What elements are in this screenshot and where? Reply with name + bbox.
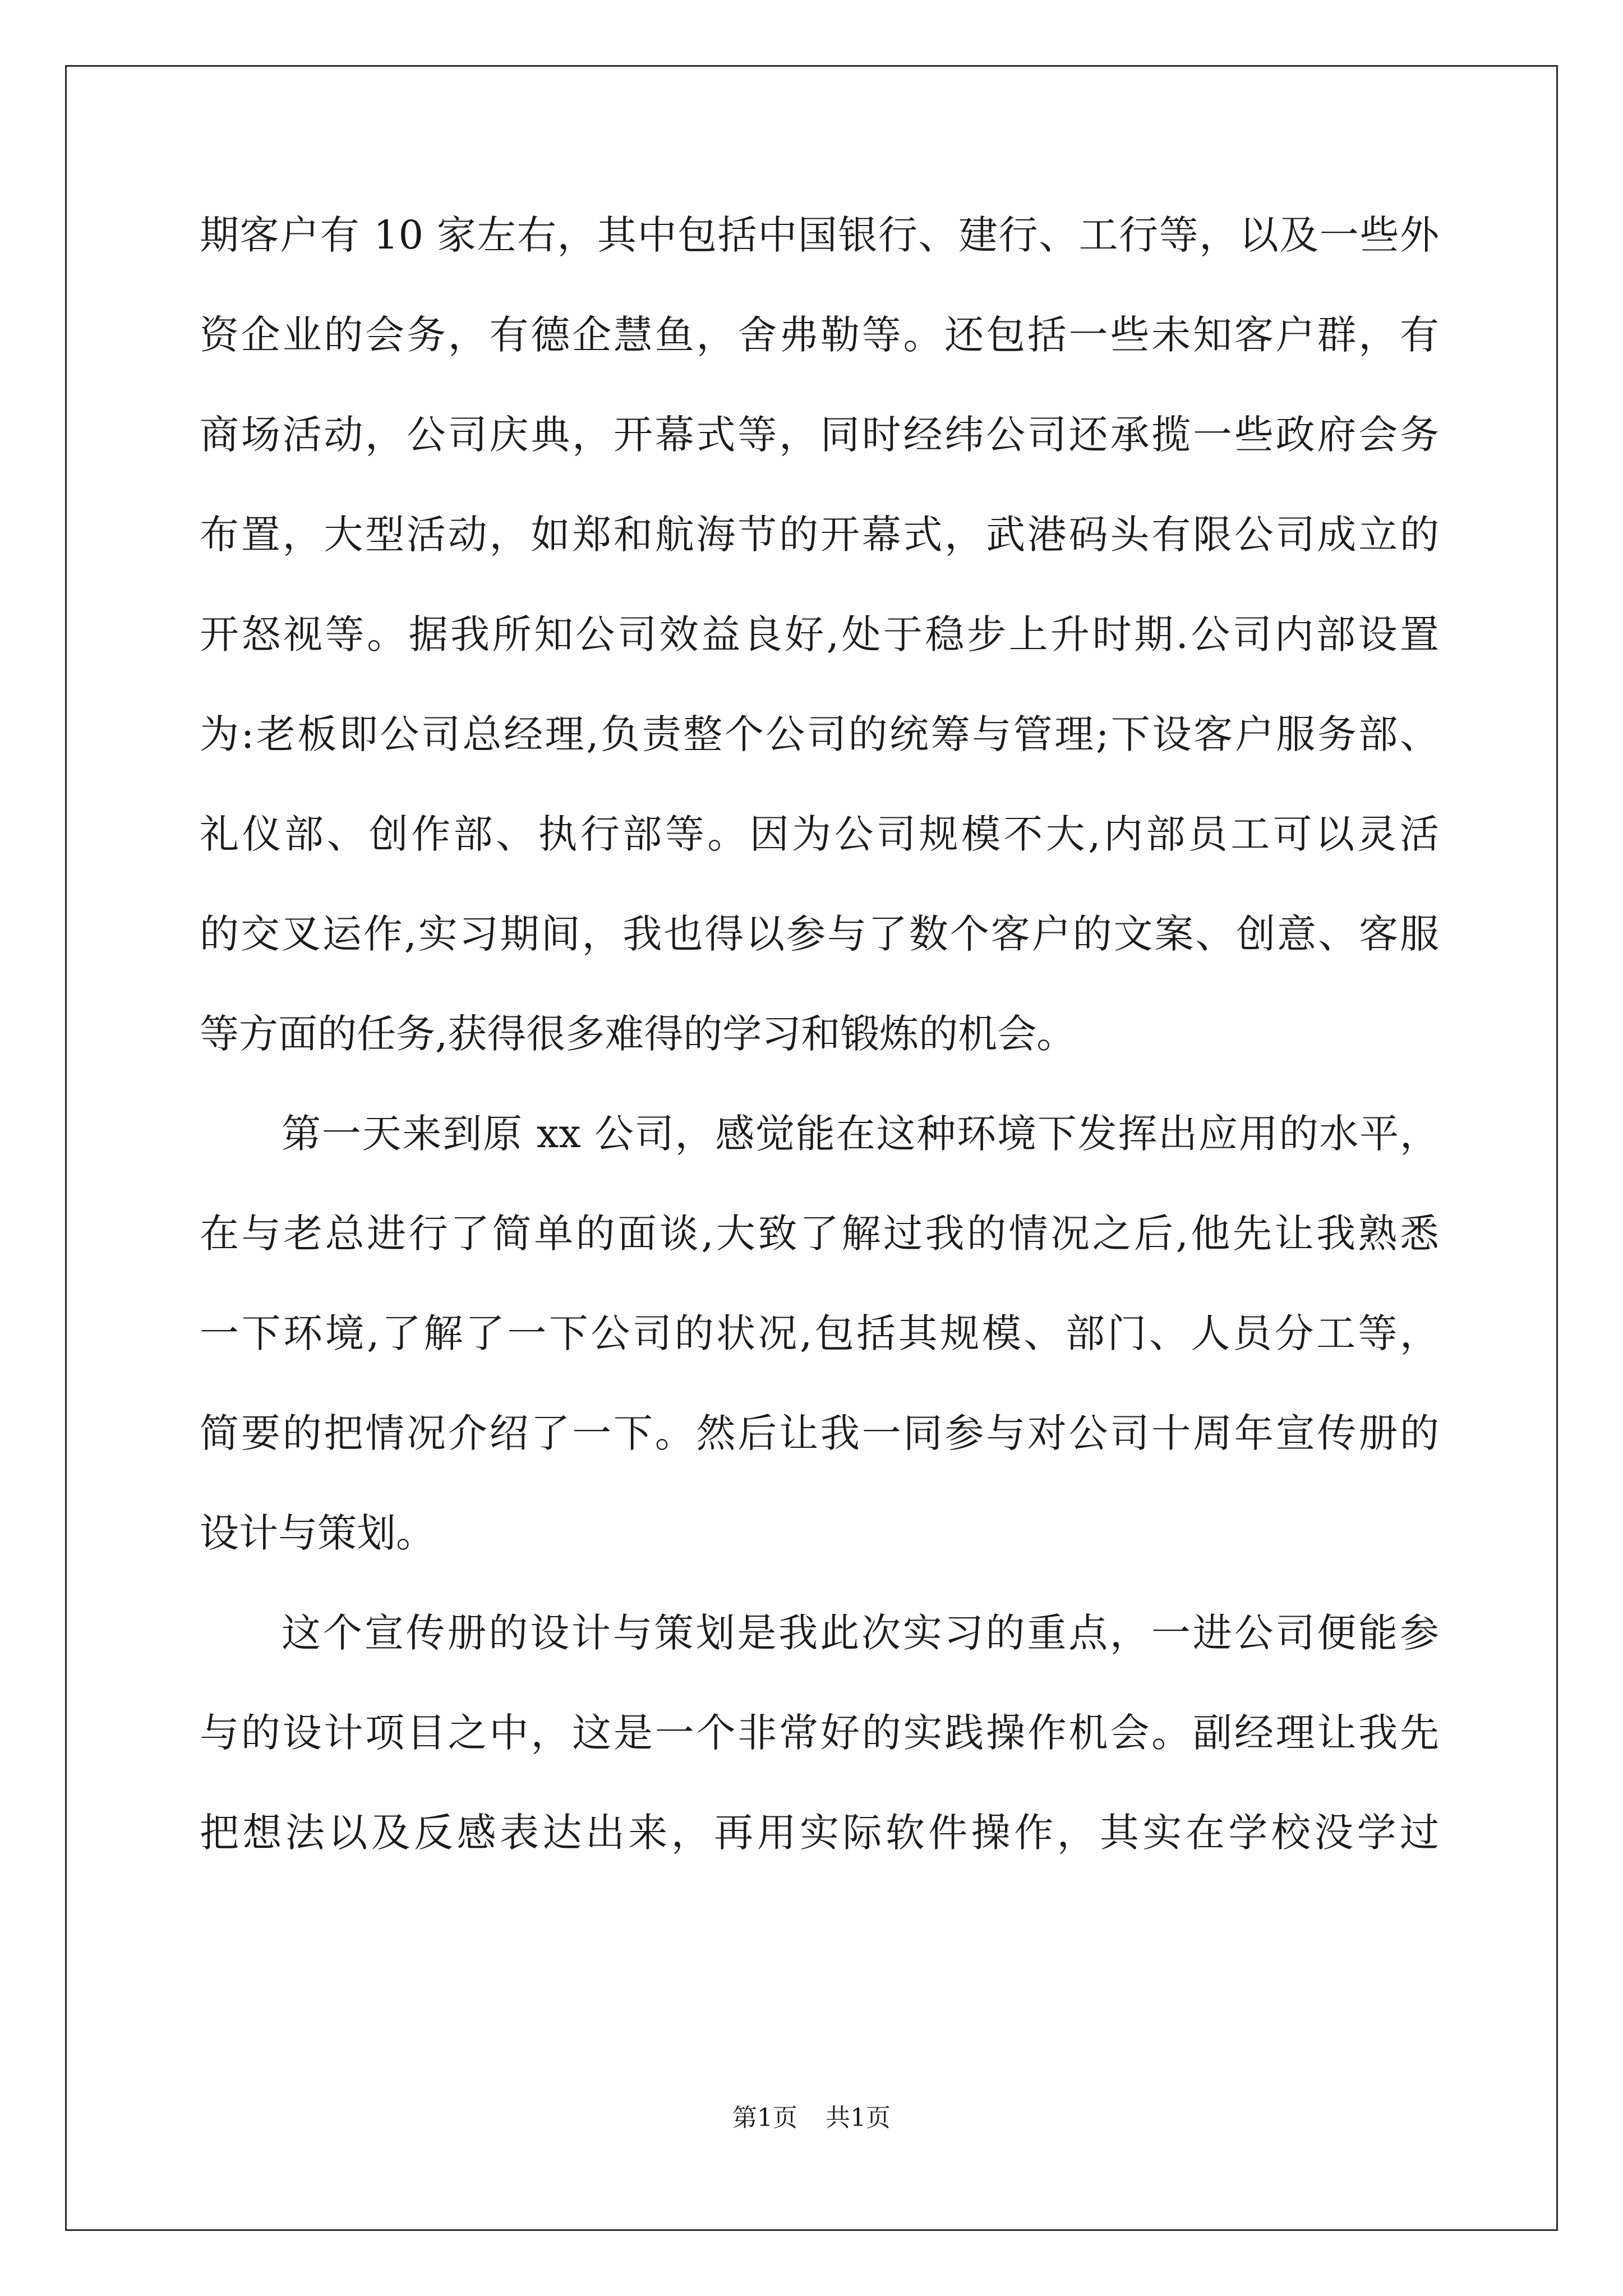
page-number-total: 共1页 [826,2104,891,2132]
page-number-current: 第1页 [732,2104,797,2132]
text-line: 为:老板即公司总经理,负责整个公司的统筹与管理;下设客户服务部、 [200,711,1439,757]
text-line: 布置，大型活动，如郑和航海节的开幕式，武港码头有限公司成立的 [200,512,1439,558]
text-line: 的交叉运作,实习期间，我也得以参与了数个客户的文案、创意、客服 [200,911,1439,957]
text-line: 简要的把情况介绍了一下。然后让我一同参与对公司十周年宣传册的 [200,1410,1439,1456]
text-line: 礼仪部、创作部、执行部等。因为公司规模不大,内部员工可以灵活 [200,811,1439,857]
page-footer [0,2106,1623,2131]
text-line: 资企业的会务，有德企慧鱼，舍弗勒等。还包括一些未知客户群，有 [200,312,1439,358]
document-body [200,212,1439,1913]
text-line: 第一天来到原 xx 公司，感觉能在这种环境下发挥出应用的水平， [282,1111,1439,1157]
text-line: 与的设计项目之中，这是一个非常好的实践操作机会。副经理让我先 [200,1710,1439,1756]
text-line: 把想法以及反感表达出来，再用实际软件操作，其实在学校没学过 [200,1810,1439,1856]
text-line: 在与老总进行了简单的面谈,大致了解过我的情况之后,他先让我熟悉 [200,1211,1439,1257]
text-line: 这个宣传册的设计与策划是我此次实习的重点，一进公司便能参 [282,1610,1439,1656]
text-line: 等方面的任务,获得很多难得的学习和锻炼的机会。 [200,1011,1076,1057]
text-line: 商场活动，公司庆典，开幕式等，同时经纬公司还承揽一些政府会务 [200,412,1439,458]
text-line: 设计与策划。 [200,1510,435,1556]
text-line: 一下环境,了解了一下公司的状况,包括其规模、部门、人员分工等， [200,1310,1439,1356]
text-line: 开怒视等。据我所知公司效益良好,处于稳步上升时期.公司内部设置 [200,611,1439,657]
text-line: 期客户有 10 家左右，其中包括中国银行、建行、工行等，以及一些外 [200,212,1439,258]
